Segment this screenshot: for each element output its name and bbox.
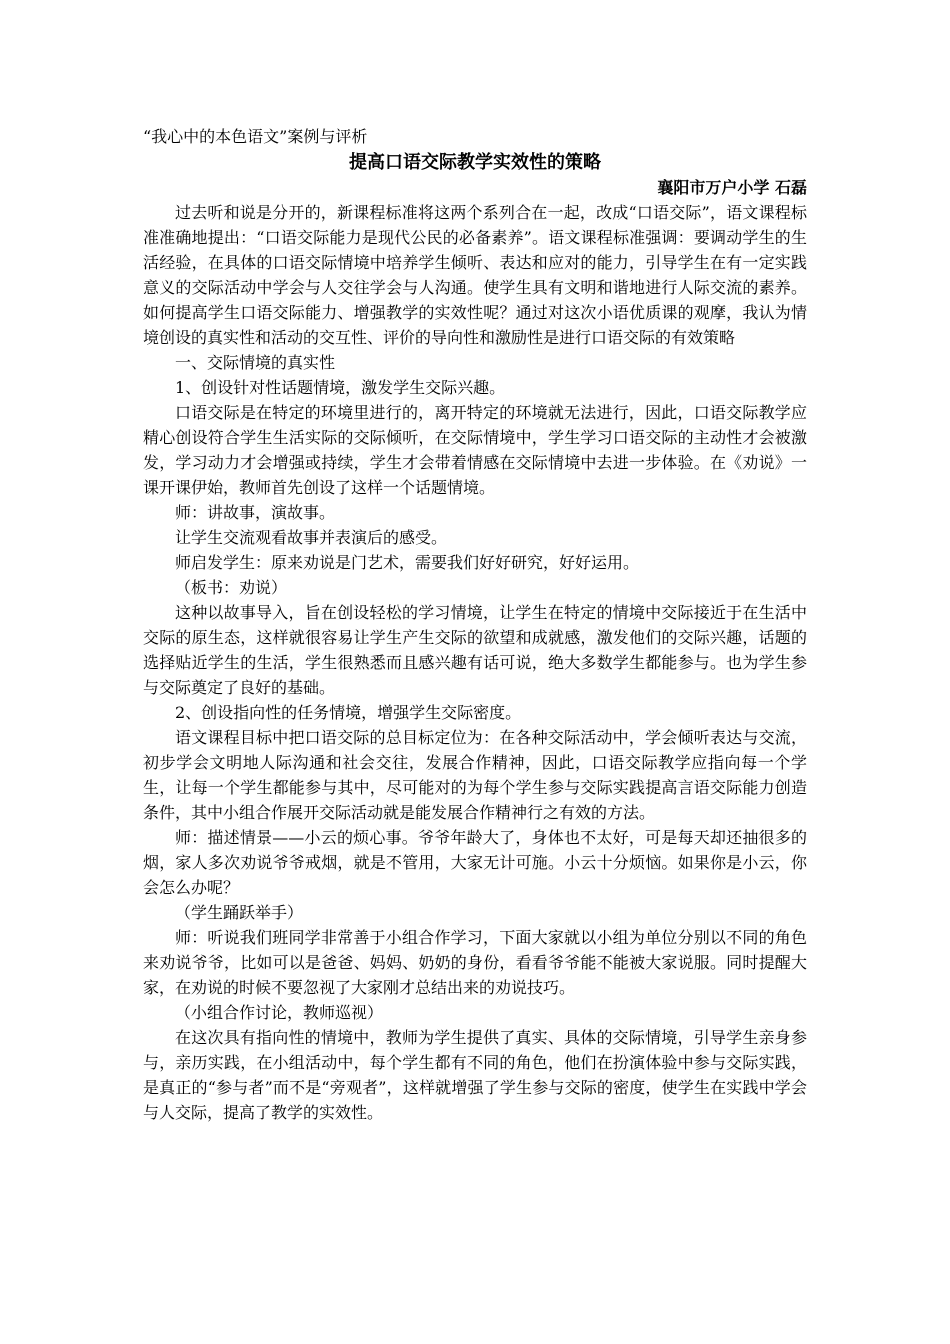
paragraph: 师启发学生：原来劝说是门艺术，需要我们好好研究，好好运用。	[175, 553, 640, 572]
paragraph: 口语交际是在特定的环境里进行的，离开特定的环境就无法进行，因此，口语交际教学应精心创设符合学生生活实际的交际倾听，在交际情境中，学生学习口语交际的主动性才会被激发，学习动力才会增强或持续，学生才会带着情感在交际情境中去进一步体验。在《劝说》一课开课伊始，教师首先创设了这样一个话题情境。	[143, 403, 807, 497]
paragraph: 在这次具有指向性的情境中，教师为学生提供了真实、具体的交际情境，引导学生亲身参与，亲历实践，在小组活动中，每个学生都有不同的角色，他们在扮演体验中参与交际实践，是真正的“参与者”而不是“旁观者”，这样就增强了学生参与交际的密度，使学生在实践中学会与人交际，提高了教学的实效性。	[143, 1028, 807, 1122]
paragraph: 这种以故事导入，旨在创设轻松的学习情境，让学生在特定的情境中交际接近于在生活中交际的原生态，这样就很容易让学生产生交际的欲望和成就感，激发他们的交际兴趣，话题的选择贴近学生的生活，学生很熟悉而且感兴趣有话可说，绝大多数学生都能参与。也为学生参与交际奠定了良好的基础。	[143, 603, 807, 697]
paragraph: 师：听说我们班同学非常善于小组合作学习，下面大家就以小组为单位分别以不同的角色来劝说爷爷，比如可以是爸爸、妈妈、奶奶的身份，看看爷爷能不能被大家说服。同时提醒大家，在劝说的时候不要忽视了大家刚才总结出来的劝说技巧。	[143, 928, 807, 997]
paragraph: 语文课程目标中把口语交际的总目标定位为：在各种交际活动中，学会倾听表达与交流，初步学会文明地人际沟通和社会交往，发展合作精神，因此，口语交际教学应指向每一个学生，让每一个学生都能参与其中，尽可能对的为每个学生参与交际实践提高言语交际能力创造条件，其中小组合作展开交际活动就是能发展合作精神行之有效的方法。	[143, 728, 807, 822]
paragraph: （板书：劝说）	[175, 578, 288, 597]
paragraph: （学生踊跃举手）	[175, 903, 304, 922]
author-line: 襄阳市万户小学 石磊	[657, 178, 807, 197]
paragraph: （小组合作讨论，教师巡视）	[175, 1003, 384, 1022]
subsection-heading: 1、创设针对性话题情境，激发学生交际兴趣。	[175, 378, 506, 397]
paragraph: 师：描述情景——小云的烦心事。爷爷年龄大了，身体也不太好，可是每天却还抽很多的烟，家人多次劝说爷爷戒烟，就是不管用，大家无计可施。小云十分烦恼。如果你是小云，你会怎么办呢？	[143, 828, 807, 897]
paragraph: 让学生交流观看故事并表演后的感受。	[175, 528, 448, 547]
paragraph: 师：讲故事，演故事。	[175, 503, 336, 522]
paragraph-intro: 过去听和说是分开的，新课程标准将这两个系列合在一起，改成“口语交际”，语文课程标准准确地提出：“口语交际能力是现代公民的必备素养”。语文课程标准强调：要调动学生的生活经验，在具体的口语交际情境中培养学生倾听、表达和应对的能力，引导学生在有一定实践意义的交际活动中学会与人交往学会与人沟通。使学生具有文明和谐地进行人际交流的素养。如何提高学生口语交际能力、增强教学的实效性呢？通过对这次小语优质课的观摩，我认为情境创设的真实性和活动的交互性、评价的导向性和激励性是进行口语交际的有效策略	[143, 203, 807, 347]
series-title: “我心中的本色语文”案例与评析	[143, 127, 368, 146]
document-title: 提高口语交际教学实效性的策略	[349, 152, 601, 173]
subsection-heading: 2、创设指向性的任务情境，增强学生交际密度。	[175, 703, 522, 722]
document-body	[143, 124, 807, 1125]
paragraph-list	[143, 200, 807, 1125]
section-heading: 一、交际情境的真实性	[175, 353, 336, 372]
